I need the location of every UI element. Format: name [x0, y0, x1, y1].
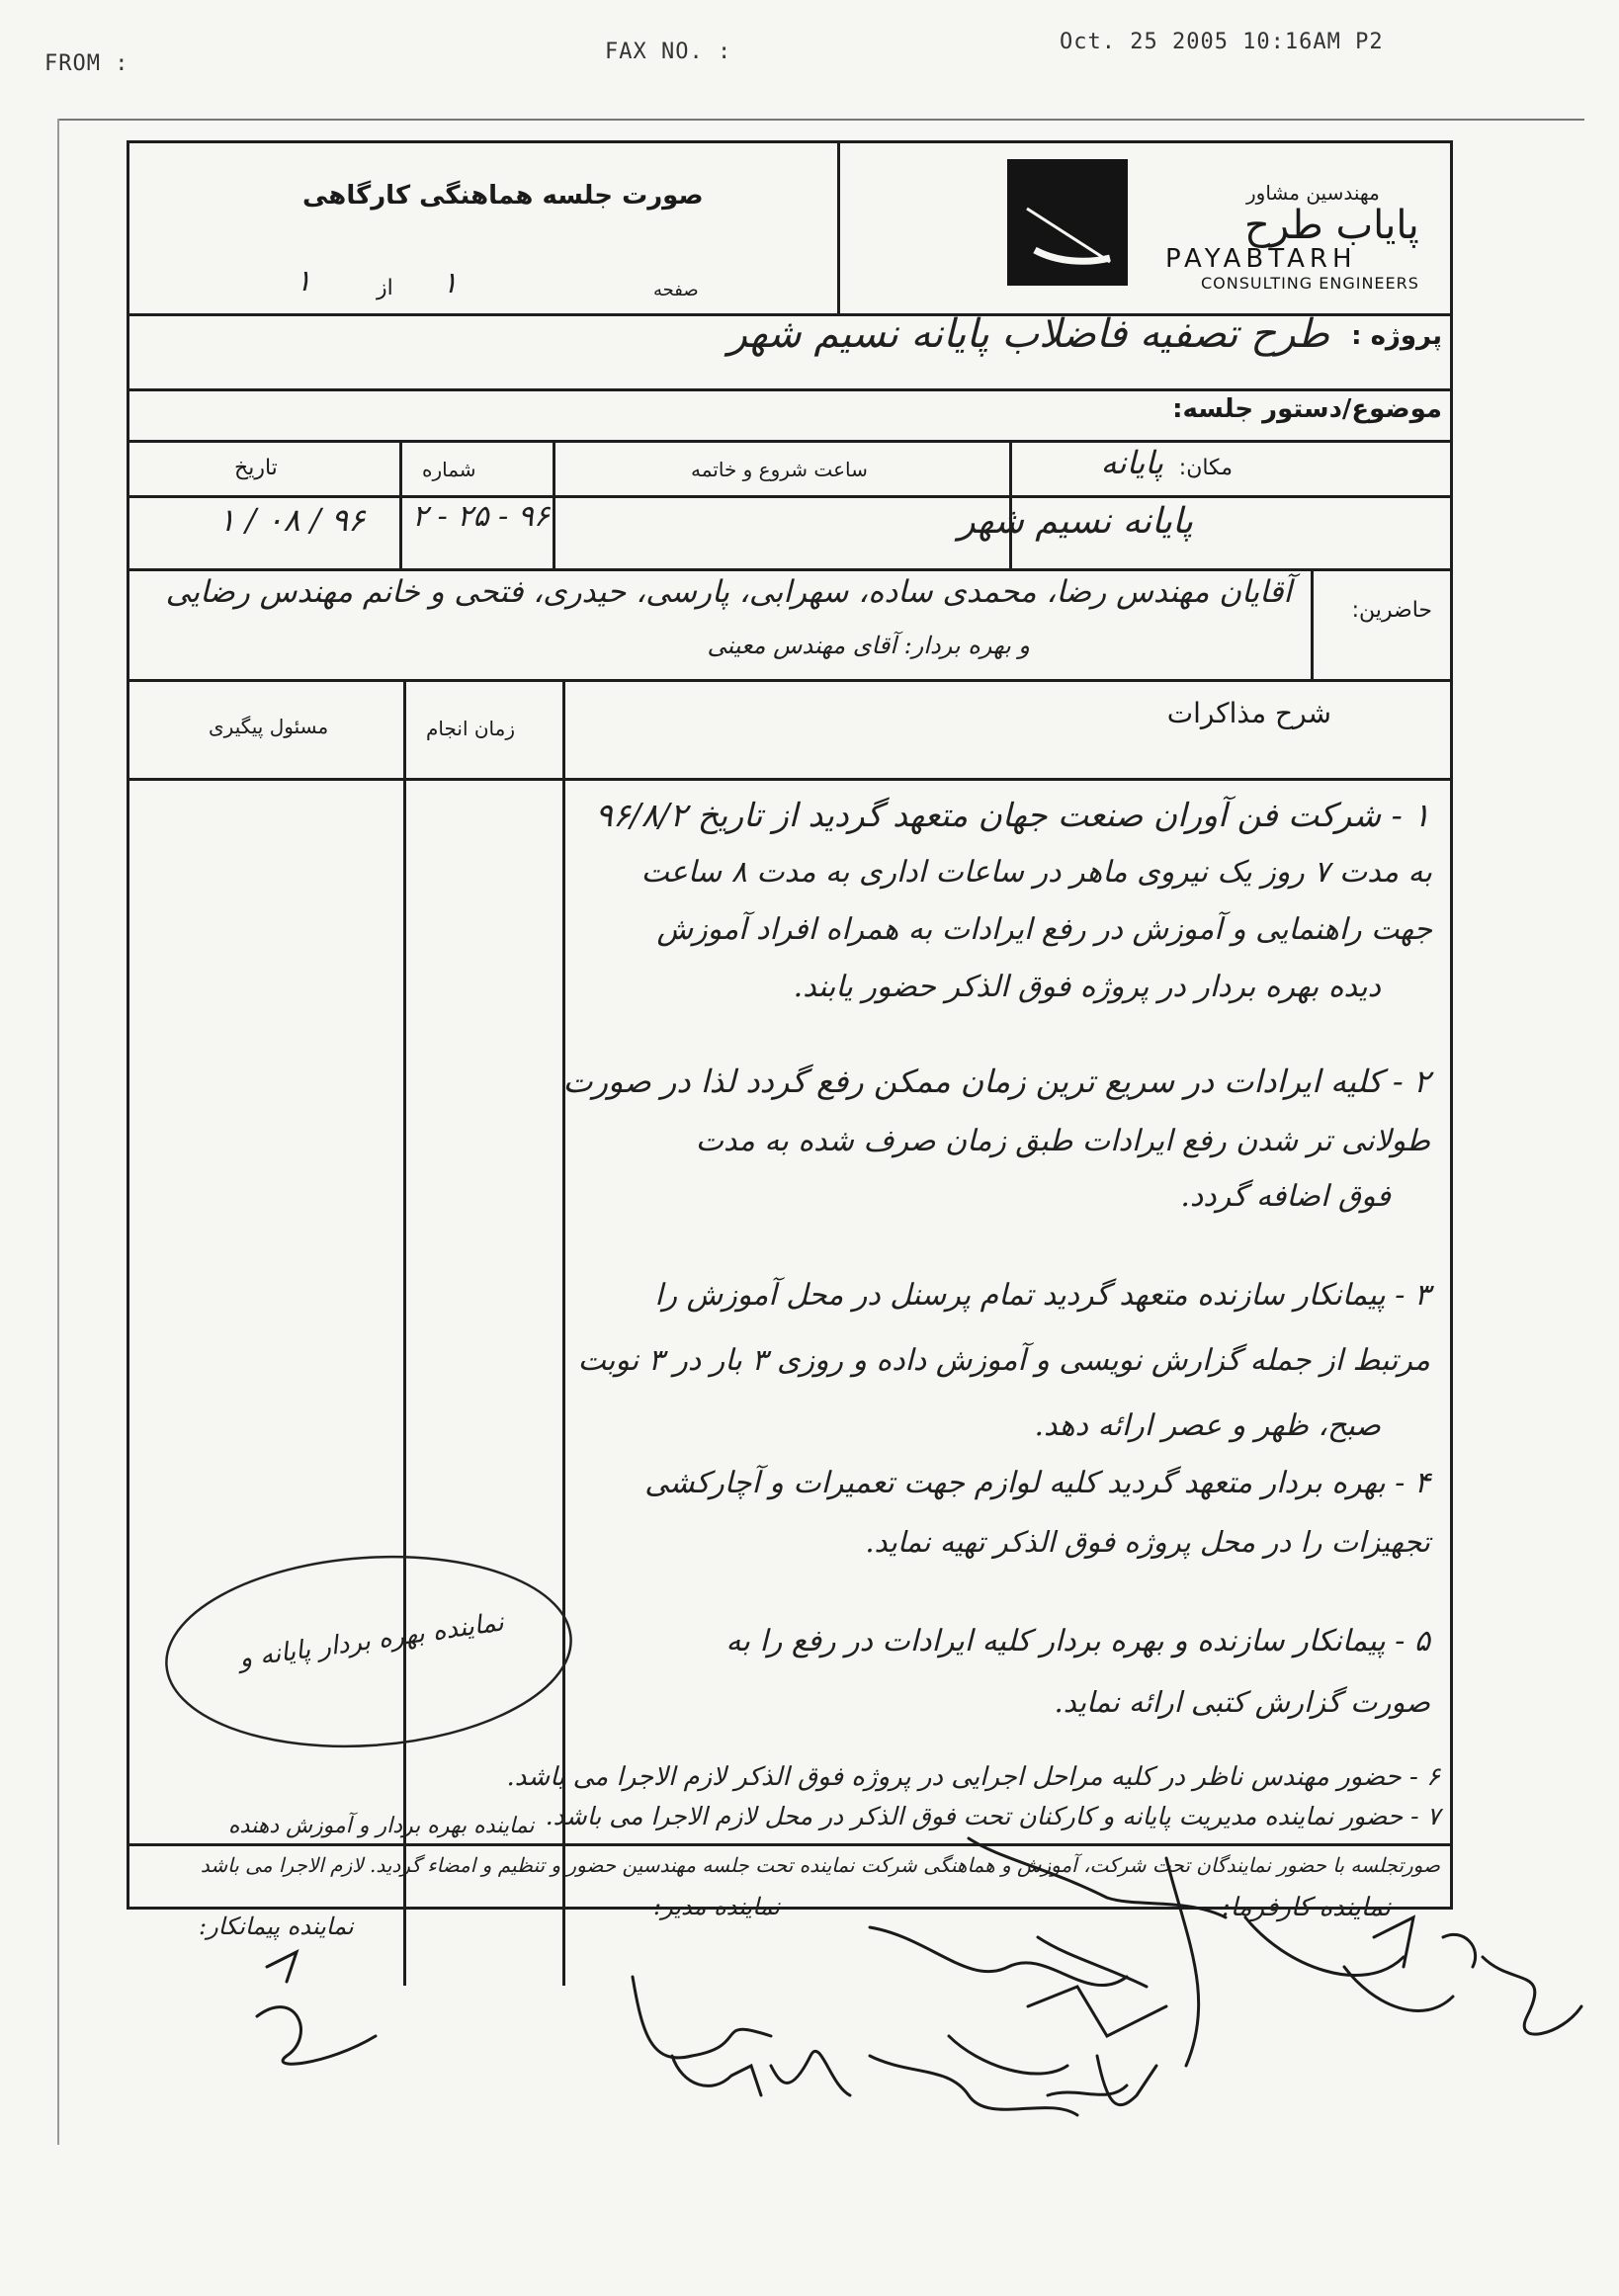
col-discussion-header: شرح مذاکرات — [1166, 697, 1331, 729]
discussion-line: فوق اضافه گردد. — [1180, 1179, 1391, 1214]
date-label: تاریخ — [234, 456, 278, 480]
attendees-line2: و بهره بردار: آقای مهندس معینی — [707, 632, 1030, 659]
company-name-en: PAYABTARH — [1165, 244, 1357, 274]
discussion-line: جهت راهنمایی و آموزش در رفع ایرادات به همراه افراد آموزش — [656, 912, 1432, 947]
meeting-minutes-form — [127, 140, 1453, 1940]
discussion-line: صبح، ظهر و عصر ارائه دهد. — [1034, 1408, 1381, 1443]
discussion-line: دیده بهره بردار در پروژه فوق الذکر حضور یابند. — [793, 970, 1381, 1004]
col-time-header: زمان انجام — [426, 717, 516, 740]
contractor-signature-label: نماینده پیمانکار: — [199, 1913, 354, 1940]
discussion-line: به مدت ۷ روز یک نیروی ماهر در ساعات اداری به مدت ۸ ساعت — [640, 855, 1432, 890]
signatures-header-line: صورتجلسه با حضور نمایندگان تحت شرکت، آموزش و هماهنگی شرکت نماینده تحت جلسه مهندسین حضور و تنظیم و امضاء گردید. لازم الاجرا می باشد — [200, 1853, 1440, 1877]
project-value: طرح تصفیه فاضلاب پایانه نسیم شهر — [727, 311, 1329, 357]
discussion-line: ۵ - پیمانکار سازنده و بهره بردار کلیه ایرادات در رفع را به — [725, 1624, 1430, 1658]
fax-from-label: FROM : — [44, 51, 129, 76]
employer-signature-label: نماینده کارفرما: — [1221, 1893, 1391, 1922]
discussion-line: مرتبط از جمله گزارش نویسی و آموزش داده و روزی ۳ بار در ۳ نوبت — [577, 1343, 1430, 1378]
payabtarh-logo-icon — [1007, 159, 1128, 286]
col-responsible-header: مسئول پیگیری — [209, 715, 329, 738]
responsible-note: نماینده بهره بردار پایانه و — [237, 1607, 506, 1674]
discussion-line: ۳ - پیمانکار سازنده متعهد گردید تمام پرسنل در محل آموزش را — [654, 1278, 1430, 1313]
page-total: ۱ — [296, 264, 312, 298]
signatures-margin-note: نماینده بهره بردار و آموزش دهنده — [228, 1814, 535, 1838]
page-top-edge — [57, 119, 1584, 121]
company-subtitle: مهندسین مشاور — [1246, 181, 1380, 205]
discussion-line: تجهیزات را در محل پروژه فوق الذکر تهیه نماید. — [865, 1525, 1430, 1559]
place-label: مکان: — [1178, 456, 1233, 480]
discussion-line: صورت گزارش کتبی ارائه نماید. — [1054, 1685, 1430, 1719]
attendees-line1: آقایان مهندس رضا، محمدی ساده، سهرابی، پارسی، حیدری، فتحی و خانم مهندس رضایی — [165, 574, 1292, 610]
company-tagline: CONSULTING ENGINEERS — [1201, 274, 1419, 293]
page-number: ۱ — [442, 266, 459, 300]
page-label: صفحه — [653, 280, 699, 300]
discussion-line: طولانی تر شدن رفع ایرادات طبق زمان صرف شده به مدت — [695, 1124, 1430, 1158]
subject-label: موضوع/دستور جلسه: — [1172, 394, 1442, 424]
place-value: پایانه — [1100, 444, 1163, 481]
page-left-edge — [57, 119, 59, 2145]
place-value-line2: پایانه نسیم شهر — [958, 501, 1193, 542]
number-label: شماره — [422, 458, 476, 481]
responsible-circle-mark — [129, 143, 723, 1922]
discussion-line: ۱ - شرکت فن آوران صنعت جهان متعهد گردید از تاریخ ۹۶/۸/۲ — [595, 796, 1430, 834]
company-name-fa: پایاب طرح — [1244, 203, 1419, 248]
project-label: پروژه : — [1351, 321, 1442, 351]
page-title: صورت جلسه هماهنگی کارگاهی — [302, 181, 704, 211]
of-label: از — [377, 276, 393, 300]
logo-graphic — [1007, 159, 1128, 286]
discussion-line: ۲ - کلیه ایرادات در سریع ترین زمان ممکن رفع گردد لذا در صورت — [562, 1063, 1430, 1100]
date-value: ۹۶ / ۰۸ / ۱ — [218, 501, 366, 539]
discussion-line: ۴ - بهره بردار متعهد گردید کلیه لوازم جهت تعمیرات و آچارکشی — [644, 1466, 1430, 1500]
discussion-line: ۷ - حضور نماینده مدیریت پایانه و کارکنان تحت فوق الذکر در محل لازم الاجرا می باشد. — [545, 1802, 1440, 1830]
discussion-line: ۶ - حضور مهندس ناظر در کلیه مراحل اجرایی در پروژه فوق الذکر لازم الاجرا می باشد. — [506, 1762, 1440, 1792]
fax-timestamp: Oct. 25 2005 10:16AM P2 — [1060, 30, 1384, 54]
manager-signature-label: نماینده مدیر: — [653, 1893, 781, 1920]
number-value: ۹۶ - ۲۵ - ۲ — [412, 499, 551, 534]
attendees-label: حاضرین: — [1351, 598, 1432, 623]
fax-number-label: FAX NO. : — [605, 40, 732, 64]
time-label: ساعت شروع و خاتمه — [691, 458, 868, 481]
